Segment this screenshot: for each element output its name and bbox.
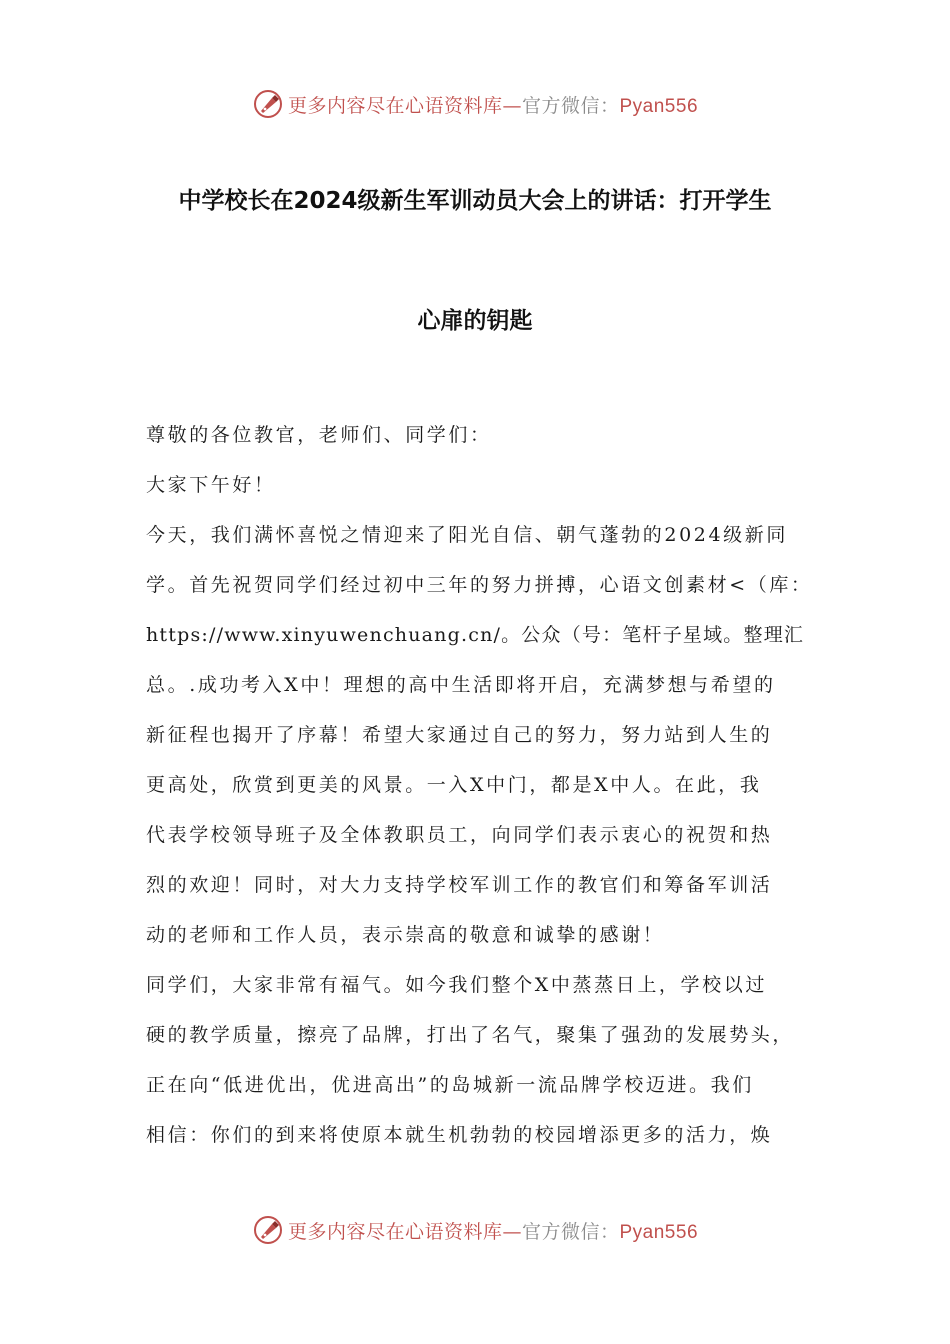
body-line: 代表学校领导班子及全体教职员工，向同学们表示衷心的祝贺和热 (146, 824, 773, 846)
document-title-line-2: 心扉的钥匙 (417, 308, 533, 334)
pen-nib-icon (252, 1214, 284, 1246)
banner-wechat-id: Pyan556 (619, 1221, 699, 1243)
pen-nib-icon (252, 88, 284, 120)
document-body (146, 418, 813, 1168)
body-line: 大家下午好！ (146, 474, 276, 496)
banner-main-text: 更多内容尽在心语资料库— (287, 1220, 522, 1243)
body-line: 动的老师和工作人员，表示崇高的敬意和诚挚的感谢！ (146, 924, 665, 946)
body-line: 尊敬的各位教官，老师们、同学们： (146, 424, 492, 446)
banner-text (288, 1217, 698, 1244)
banner-wechat-label: 官方微信： (521, 1220, 620, 1243)
body-line: https://www.xinyuwenchuang.cn/。公众（号：笔杆子星域。整理汇 (146, 624, 805, 646)
body-line: 同学们，大家非常有福气。如今我们整个X中蒸蒸日上，学校以过 (146, 974, 767, 996)
body-line: 硬的教学质量，擦亮了品牌，打出了名气，聚集了强劲的发展势头， (146, 1024, 795, 1046)
footer-banner (0, 1210, 950, 1250)
body-line: 今天，我们满怀喜悦之情迎来了阳光自信、朝气蓬勃的2024级新同 (146, 524, 788, 546)
banner-text (288, 91, 698, 118)
body-line: 烈的欢迎！同时，对大力支持学校军训工作的教官们和筹备军训活 (146, 874, 773, 896)
banner-wechat-label: 官方微信： (521, 94, 620, 117)
body-line: 更高处，欣赏到更美的风景。一入X中门，都是X中人。在此，我 (146, 774, 762, 796)
banner-main-text: 更多内容尽在心语资料库— (287, 94, 522, 117)
body-line: 相信：你们的到来将使原本就生机勃勃的校园增添更多的活力，焕 (146, 1124, 773, 1146)
body-line: 学。首先祝贺同学们经过初中三年的努力拼搏，心语文创素材<（库： (146, 574, 813, 596)
banner-wechat-id: Pyan556 (619, 95, 699, 117)
document-title-line-1: 中学校长在2024级新生军训动员大会上的讲话：打开学生 (178, 188, 772, 214)
header-banner (0, 84, 950, 124)
body-line: 新征程也揭开了序幕！希望大家通过自己的努力，努力站到人生的 (146, 724, 773, 746)
body-line: 正在向“低进优出，优进高出”的岛城新一流品牌学校迈进。我们 (146, 1074, 754, 1096)
body-line: 总。.成功考入X中！理想的高中生活即将开启，充满梦想与希望的 (146, 674, 776, 696)
